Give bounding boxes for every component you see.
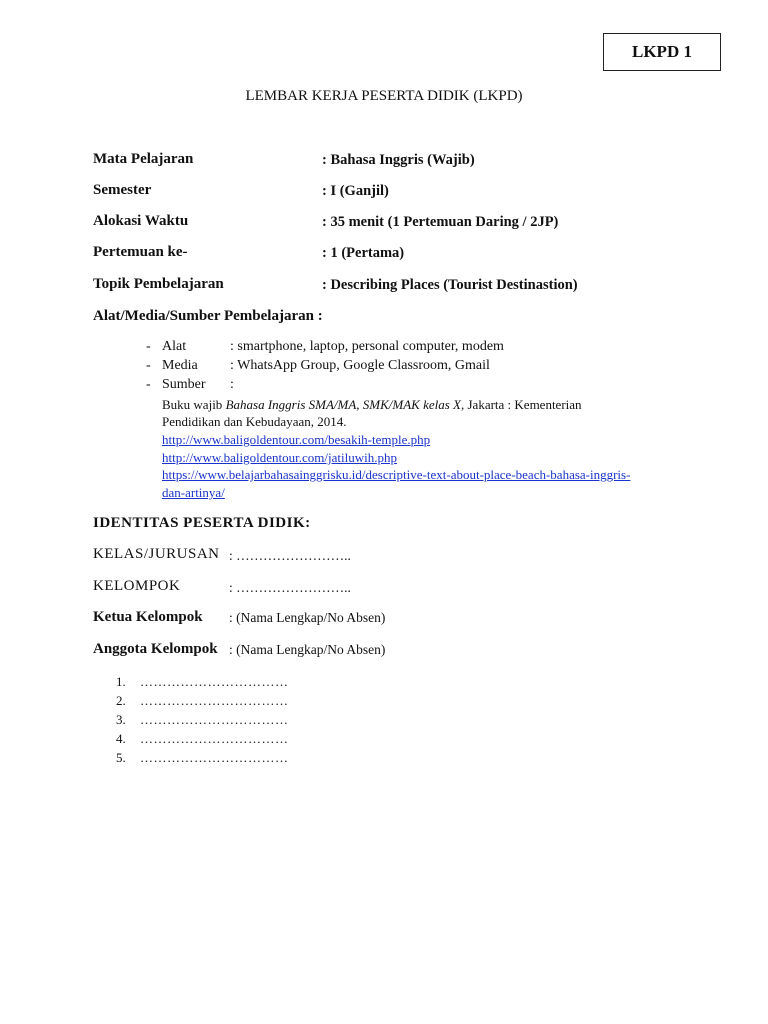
info-label-time: Alokasi Waktu — [93, 213, 189, 229]
info-value-meeting: : 1 (Pertama) — [322, 245, 405, 261]
info-value-topic: : Describing Places (Tourist Destinastion) — [322, 277, 578, 293]
info-label-meeting: Pertemuan ke- — [93, 244, 188, 260]
identity-label-class: KELAS/JURUSAN — [93, 546, 220, 562]
info-label-subject: Mata Pelajaran — [93, 151, 194, 167]
book-title: Bahasa Inggris SMA/MA, SMK/MAK kelas X — [225, 397, 461, 412]
identity-label-group: KELOMPOK — [93, 578, 181, 594]
member-blank: …………………………… — [140, 731, 289, 746]
link-beach-article[interactable]: https://www.belajarbahasainggrisku.id/descriptive-text-about-place-beach-bahasa-inggris- — [162, 467, 631, 482]
info-label-topic: Topik Pembelajaran — [93, 276, 224, 292]
identity-value-class: : …………………….. — [229, 548, 351, 563]
resource-value-media: : WhatsApp Group, Google Classroom, Gmail — [230, 358, 490, 373]
book-reference — [162, 397, 582, 413]
book-prefix: Buku wajib — [162, 397, 226, 412]
link-jatiluwih[interactable]: http://www.baligoldentour.com/jatiluwih.php — [162, 450, 397, 465]
member-number: 3. — [116, 712, 126, 727]
resource-bullet: - — [146, 377, 151, 392]
resource-value-tools: : smartphone, laptop, personal computer, modem — [230, 339, 504, 354]
resource-bullet: - — [146, 358, 151, 373]
lkpd-badge-text: LKPD 1 — [632, 42, 692, 61]
member-number: 1. — [116, 674, 126, 689]
info-value-time: : 35 menit (1 Pertemuan Daring / 2JP) — [322, 214, 559, 230]
info-value-semester: : I (Ganjil) — [322, 183, 389, 199]
member-blank: …………………………… — [140, 693, 289, 708]
link-besakih[interactable]: http://www.baligoldentour.com/besakih-temple.php — [162, 432, 431, 447]
lkpd-badge — [603, 33, 721, 71]
member-number: 4. — [116, 731, 126, 746]
resource-label-media: Media — [162, 358, 198, 373]
document-title: LEMBAR KERJA PESERTA DIDIK (LKPD) — [245, 88, 523, 104]
member-number: 5. — [116, 750, 126, 765]
info-label-semester: Semester — [93, 182, 152, 198]
identity-value-members: : (Nama Lengkap/No Absen) — [229, 642, 386, 657]
book-suffix: , Jakarta : Kementerian — [460, 397, 582, 412]
link-beach-article-continued[interactable]: dan-artinya/ — [162, 485, 225, 500]
identity-value-group: : …………………….. — [229, 580, 351, 595]
member-blank: …………………………… — [140, 674, 289, 689]
resource-label-source: Sumber — [162, 377, 206, 392]
member-blank: …………………………… — [140, 750, 289, 765]
book-reference-line2: Pendidikan dan Kebudayaan, 2014. — [162, 414, 347, 429]
resources-heading: Alat/Media/Sumber Pembelajaran : — [93, 308, 323, 324]
resource-value-source: : — [230, 377, 234, 392]
identity-label-leader: Ketua Kelompok — [93, 609, 203, 625]
resource-label-tools: Alat — [162, 339, 187, 354]
info-value-subject: : Bahasa Inggris (Wajib) — [322, 152, 475, 168]
identity-label-members: Anggota Kelompok — [93, 641, 218, 657]
resource-bullet: - — [146, 339, 151, 354]
identity-heading: IDENTITAS PESERTA DIDIK: — [93, 515, 311, 531]
member-blank: …………………………… — [140, 712, 289, 727]
identity-value-leader: : (Nama Lengkap/No Absen) — [229, 610, 386, 625]
member-number: 2. — [116, 693, 126, 708]
